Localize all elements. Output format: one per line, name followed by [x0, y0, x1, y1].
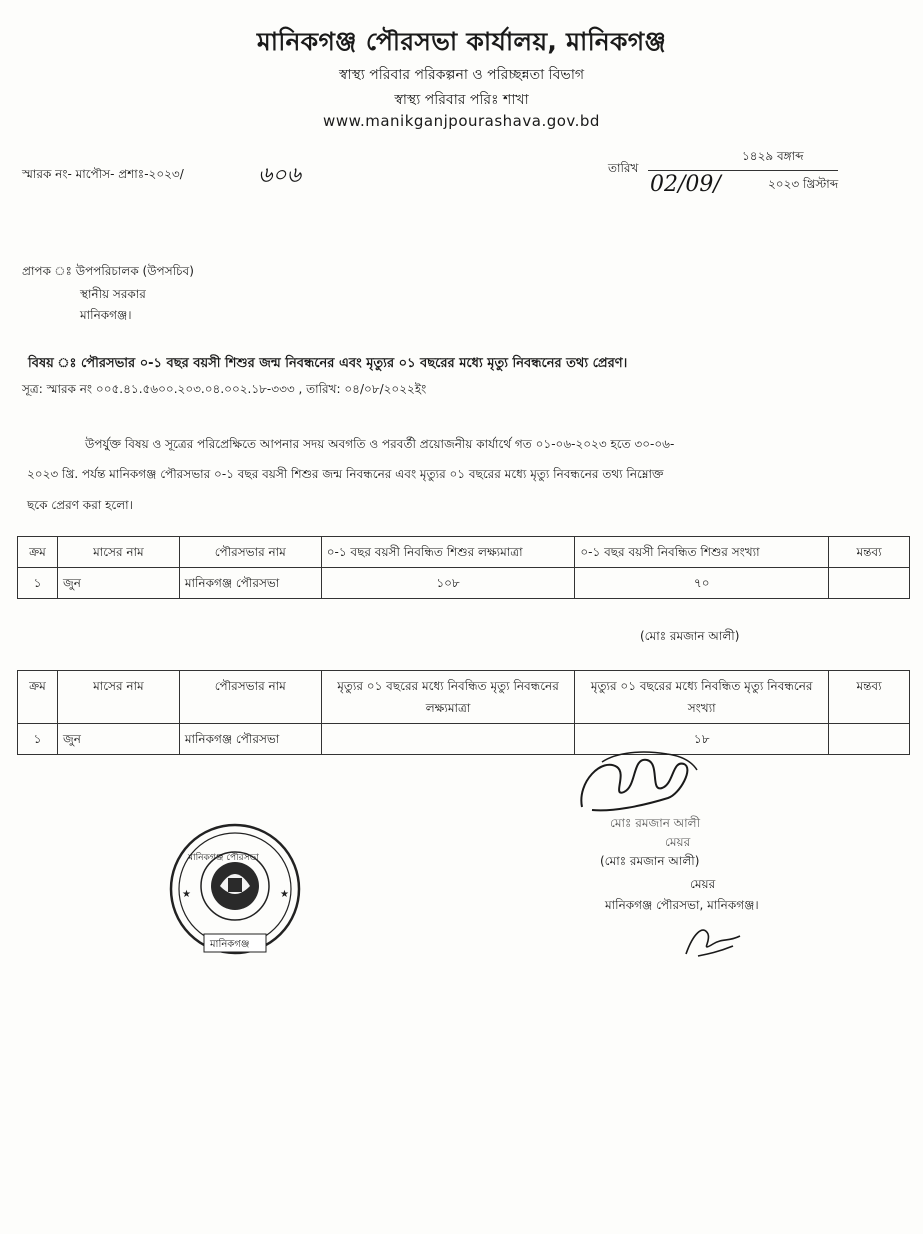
- date-gregorian: ২০২৩ খ্রিস্টাব্দ: [768, 177, 839, 191]
- table-header-row: [18, 537, 910, 568]
- department-name: স্বাস্থ্য পরিবার পরিকল্পনা ও পরিচ্ছন্নতা বিভাগ: [338, 67, 585, 83]
- signatory-title: মেয়র: [690, 877, 716, 891]
- handwritten-name: (মোঃ রমজান আলী): [640, 629, 740, 643]
- cell-month: জুন: [57, 568, 179, 599]
- header-month: মাসের নাম: [57, 537, 179, 568]
- body-line-1: উপর্যুক্ত বিষয় ও সূত্রের পরিপ্রেক্ষিতে আপনার সদয় অবগতি ও পরবর্তী প্রয়োজনীয় কার্যার্থে গত ০১-০৬-২০২৩ হতে ৩০-০৬-: [85, 437, 675, 451]
- cell-month: জুন: [57, 724, 179, 755]
- stamp-title: মেয়র: [665, 835, 691, 849]
- date-divider: [648, 170, 838, 171]
- date-handwritten: 02/09/: [650, 172, 721, 197]
- memo-ref-prefix: স্মারক নং- মাপৌস- প্রশাঃ-২০২৩/: [22, 167, 184, 181]
- cell-remarks: [829, 724, 910, 755]
- cell-count: ১৮: [575, 724, 829, 755]
- recipient-line-2: স্থানীয় সরকার: [80, 287, 146, 301]
- branch-name: স্বাস্থ্য পরিবার পরিঃ শাখা: [394, 92, 529, 108]
- header-count: মৃত্যুর ০১ বছরের মধ্যে নিবন্ধিত মৃত্যু নিবন্ধনের সংখ্যা: [575, 671, 829, 724]
- header-serial: ক্রম: [18, 537, 58, 568]
- header-municipality: পৌরসভার নাম: [179, 537, 321, 568]
- signatory-name: (মোঃ রমজান আলী): [600, 854, 700, 868]
- header-target: মৃত্যুর ০১ বছরের মধ্যে নিবন্ধিত মৃত্যু নিবন্ধনের লক্ষ্যমাত্রা: [321, 671, 575, 724]
- stamp-name: মোঃ রমজান আলী: [610, 816, 701, 830]
- office-title: মানিকগঞ্জ পৌরসভা কার্যালয়, মানিকগঞ্জ: [256, 27, 667, 56]
- initial-signature: [678, 914, 748, 964]
- cell-target: [321, 724, 575, 755]
- header-serial: ক্রম: [18, 671, 58, 724]
- header-target: ০-১ বছর বয়সী নিবন্ধিত শিশুর লক্ষ্যমাত্রা: [321, 537, 575, 568]
- table-row: [18, 724, 910, 755]
- cell-count: ৭০: [575, 568, 829, 599]
- cell-target: ১০৮: [321, 568, 575, 599]
- seal-bottom-text: মানিকগঞ্জ: [210, 939, 250, 950]
- cell-municipality: মানিকগঞ্জ পৌরসভা: [179, 568, 321, 599]
- header-month: মাসের নাম: [57, 671, 179, 724]
- table-header-row: [18, 671, 910, 724]
- website-url: www.manikganjpourashava.gov.bd: [323, 112, 600, 130]
- cell-serial: ১: [18, 724, 58, 755]
- municipal-seal-icon: [168, 822, 303, 957]
- recipient-line-1: প্রাপক ঃ উপপরিচালক (উপসচিব): [22, 264, 194, 278]
- header-remarks: মন্তব্য: [829, 671, 910, 724]
- svg-text:★: ★: [182, 889, 191, 900]
- recipient-line-3: মানিকগঞ্জ।: [80, 308, 132, 322]
- signature-scribble: [572, 742, 702, 822]
- svg-text:★: ★: [280, 889, 289, 900]
- date-bangla: ১৪২৯ বঙ্গাব্দ: [742, 149, 804, 163]
- seal-text: মানিকগঞ্জ পৌরসভা: [188, 853, 259, 863]
- cell-municipality: মানিকগঞ্জ পৌরসভা: [179, 724, 321, 755]
- header-count: ০-১ বছর বয়সী নিবন্ধিত শিশুর সংখ্যা: [575, 537, 829, 568]
- subject-line: বিষয় ঃ পৌরসভার ০-১ বছর বয়সী শিশুর জন্ম নিবন্ধনের এবং মৃত্যুর ০১ বছরের মধ্যে মৃত্যু নিবন্ধনের তথ্য প্রেরণ।: [28, 356, 628, 371]
- cell-serial: ১: [18, 568, 58, 599]
- signatory-organization: মানিকগঞ্জ পৌরসভা, মানিকগঞ্জ।: [605, 898, 759, 912]
- header-municipality: পৌরসভার নাম: [179, 671, 321, 724]
- date-label: তারিখ: [608, 161, 639, 175]
- header-remarks: মন্তব্য: [829, 537, 910, 568]
- birth-registration-table: [17, 536, 910, 599]
- table-row: [18, 568, 910, 599]
- cell-remarks: [829, 568, 910, 599]
- body-line-3: ছকে প্রেরণ করা হলো।: [27, 498, 133, 512]
- source-reference: সূত্র: স্মারক নং ০০৫.৪১.৫৬০০.২০৩.০৪.০০২.১৮-৩৩৩ , তারিখ: ০৪/০৮/২০২২ইং: [22, 382, 427, 396]
- death-registration-table: [17, 670, 910, 755]
- memo-ref-number: ৬০৬: [258, 163, 301, 188]
- body-line-2: ২০২৩ খ্রি. পর্যন্ত মানিকগঞ্জ পৌরসভার ০-১ বছর বয়সী শিশুর জন্ম নিবন্ধনের এবং মৃত্যুর ০১ বছরের মধ্যে মৃত্যু নিবন্ধনের তথ্য নিম্নোক্ত: [27, 467, 664, 481]
